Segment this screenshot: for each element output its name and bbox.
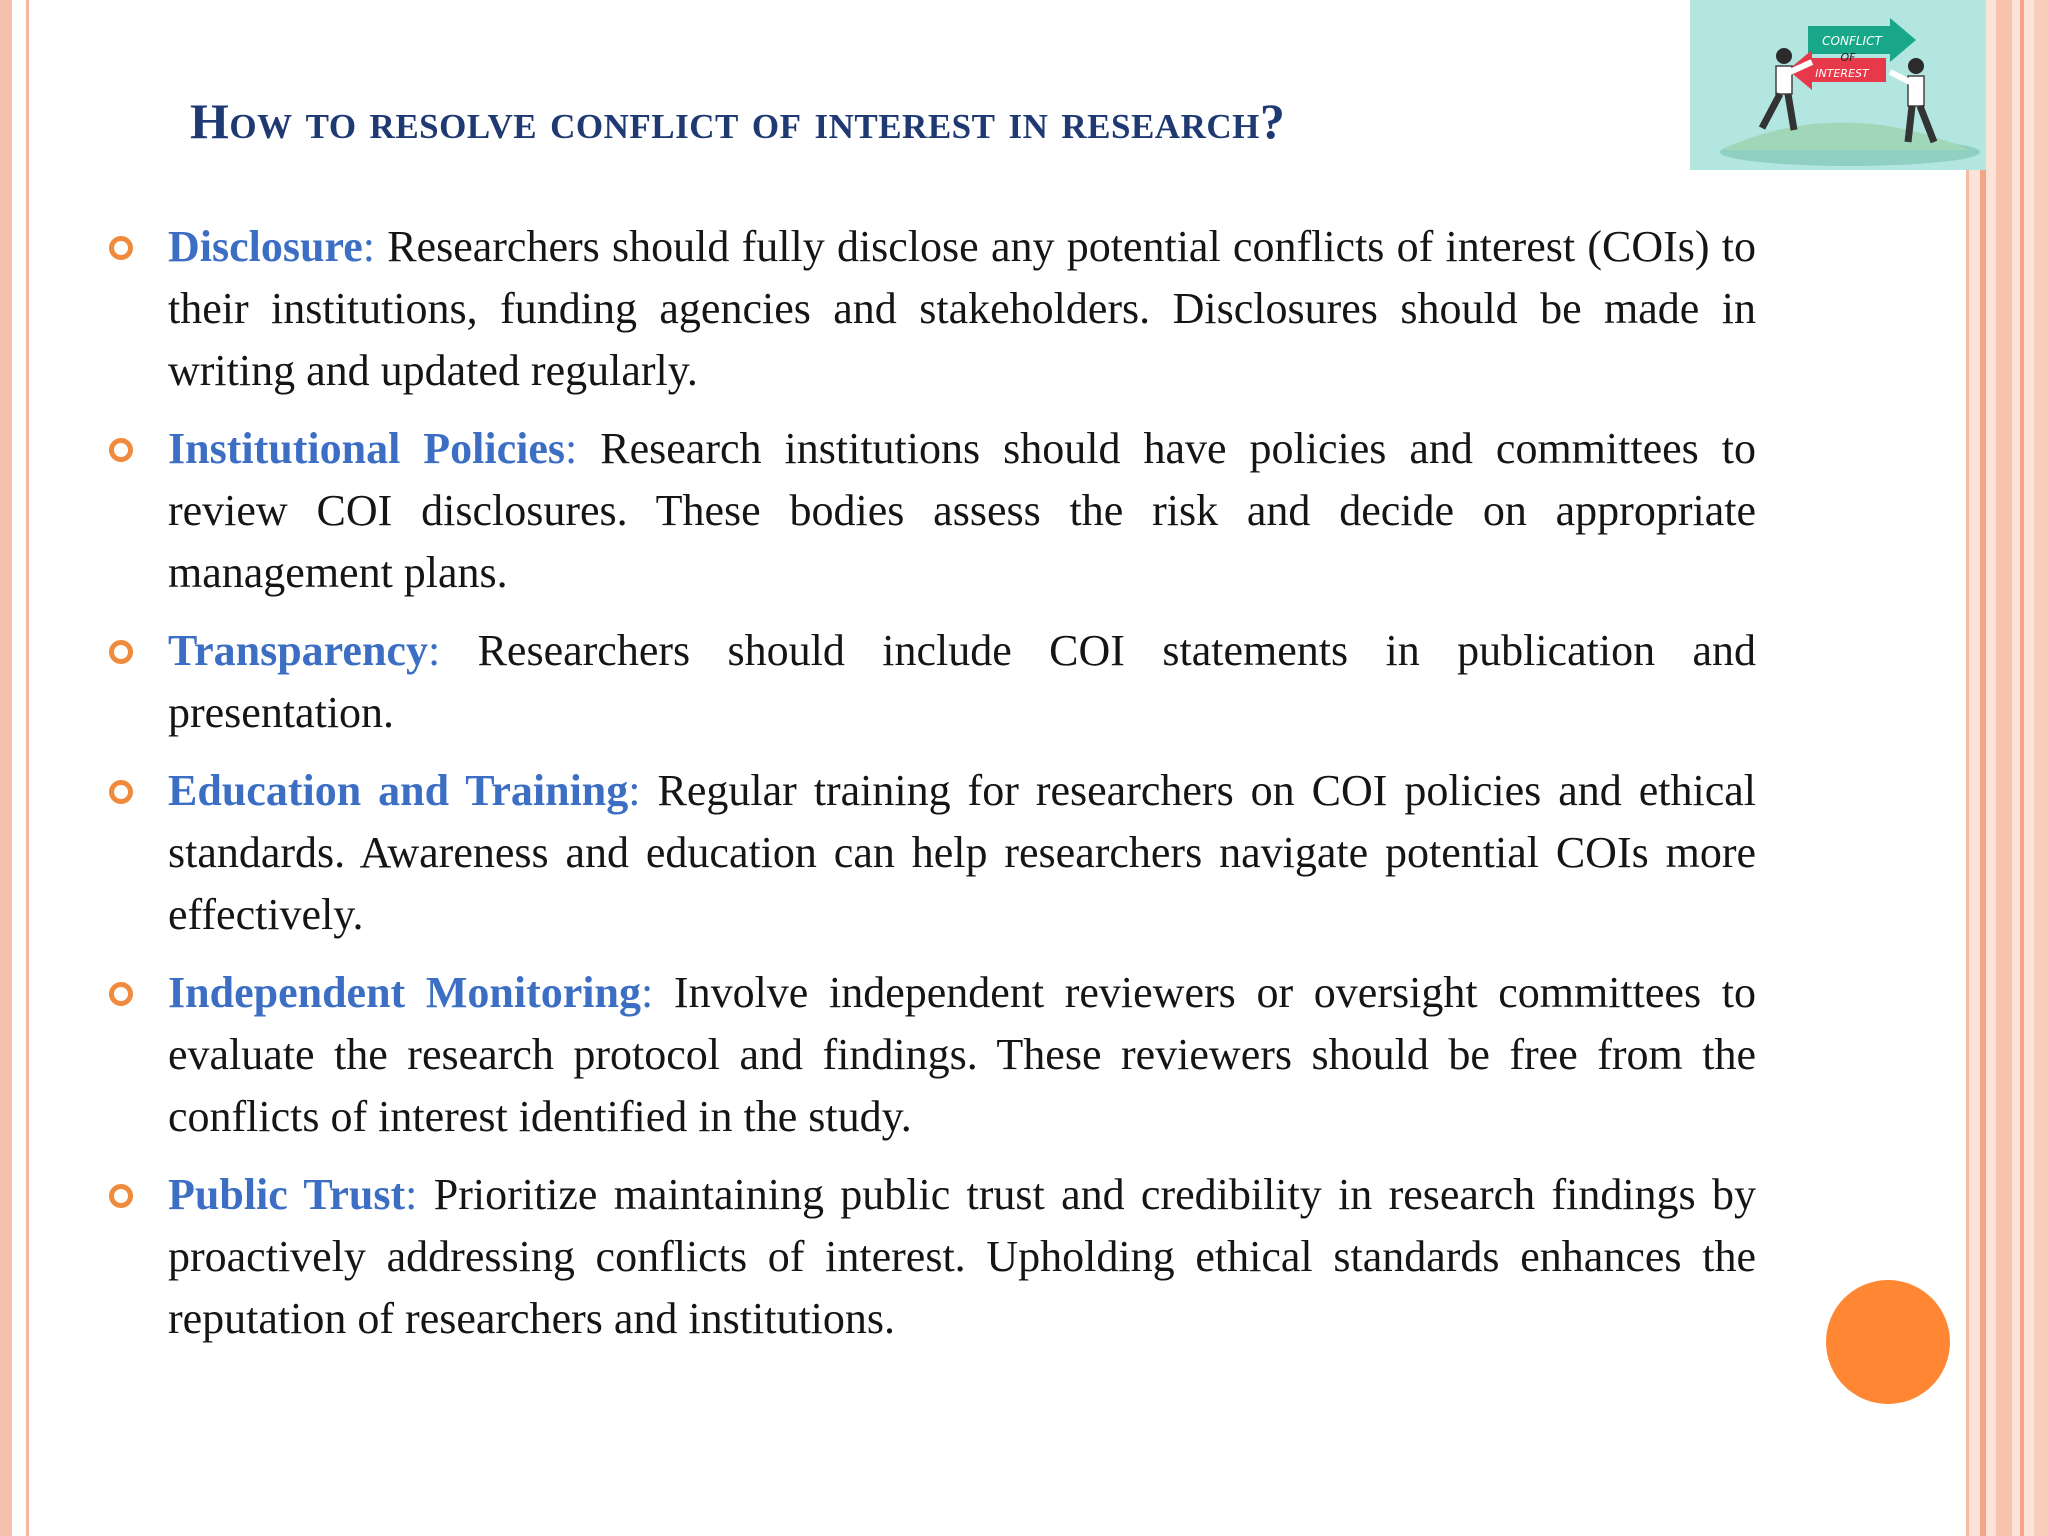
- bullet-term-colon: :: [640, 968, 654, 1017]
- left-decorative-line: [26, 0, 29, 1536]
- bullet-term: Disclosure: [168, 222, 363, 271]
- bullet-term: Independent Monitoring: [168, 968, 641, 1017]
- right-decorative-line: [2020, 0, 2024, 1536]
- conflict-of-interest-illustration: [1690, 0, 1986, 170]
- bullet-term-colon: :: [628, 766, 641, 815]
- bullet-term: Institutional Policies: [168, 424, 566, 473]
- arrow-label-of: OF: [1840, 51, 1856, 64]
- bullet-text: Prioritize maintaining public trust and credibility in research findings by proactively addressing conflicts of interest. Upholding ethical standards enhances the reputation of researchers and institutions.: [168, 1170, 1756, 1343]
- bullet-term-colon: :: [427, 626, 441, 675]
- bullet-item-disclosure: [106, 216, 1756, 402]
- bullet-text: Researchers should fully disclose any potential conflicts of interest (COIs) to their institutions, funding agencies and stakeholders. Disclosures should be made in writing and updated regularly.: [168, 222, 1756, 395]
- bullet-term-colon: :: [405, 1170, 418, 1219]
- right-decorative-line: [1996, 0, 2012, 1536]
- arrow-label-conflict: CONFLICT: [1822, 34, 1882, 48]
- bullet-term: Transparency: [168, 626, 428, 675]
- bullet-circle-icon: [109, 780, 133, 804]
- bullet-item-public-trust: [106, 1164, 1756, 1350]
- bullet-circle-icon: [109, 640, 133, 664]
- right-decorative-line: [1966, 0, 1969, 1536]
- arrow-label-interest: INTEREST: [1815, 67, 1869, 80]
- bullet-text: Research institutions should have policies and committees to review COI disclosures. These bodies assess the risk and decide on appropriate management plans.: [168, 424, 1756, 597]
- slide-title: How to resolve conflict of interest in research?: [190, 93, 1286, 149]
- bullet-term-colon: :: [565, 424, 578, 473]
- bullet-item-institutional-policies: [106, 418, 1756, 604]
- left-decorative-stripe: [0, 0, 12, 1536]
- bullet-item-transparency: [106, 620, 1756, 744]
- bullet-circle-icon: [109, 1184, 133, 1208]
- bullet-text: Researchers should include COI statements in publication and presentation.: [168, 626, 1756, 737]
- right-decorative-line: [1980, 0, 1986, 1536]
- bullet-term-colon: :: [362, 222, 375, 271]
- right-decorative-line: [2034, 0, 2048, 1536]
- decorative-orange-circle: [1826, 1280, 1950, 1404]
- bullet-term: Education and Training: [168, 766, 629, 815]
- bullet-circle-icon: [109, 236, 133, 260]
- bullet-circle-icon: [109, 438, 133, 462]
- bullet-item-independent-monitoring: [106, 962, 1756, 1148]
- bullet-circle-icon: [109, 982, 133, 1006]
- bullet-list: [106, 216, 1756, 1366]
- bullet-term: Public Trust: [168, 1170, 406, 1219]
- bullet-item-education-and-training: [106, 760, 1756, 946]
- conflict-of-interest-icon: [1690, 0, 1986, 170]
- bullet-text: Regular training for researchers on COI policies and ethical standards. Awareness and education can help researchers navigate potential COIs more effectively.: [168, 766, 1756, 939]
- bullet-text: Involve independent reviewers or oversight committees to evaluate the research protocol and findings. These reviewers should be free from the conflicts of interest identified in the study.: [168, 968, 1756, 1141]
